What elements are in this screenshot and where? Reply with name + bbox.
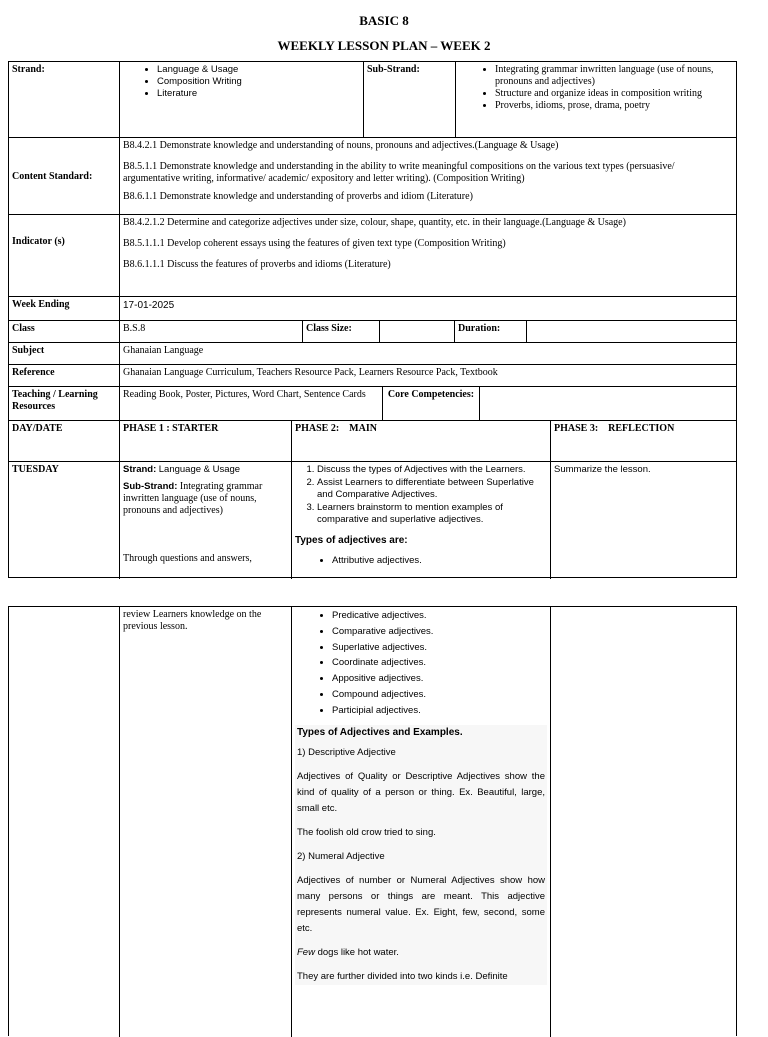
week-ending-row bbox=[9, 296, 736, 321]
example1-text: Adjectives of Quality or Descriptive Adjectives show the kind of quality of a person or thing. Ex. Beautiful, large, small etc. bbox=[297, 770, 545, 814]
type-item: • Participial adjectives. bbox=[332, 703, 547, 719]
content-standard-line: B8.5.1.1 Demonstrate knowledge and understanding in the ability to write meaningful compositions on the various text types (persuasive/ argumentative writing, informative/ academic/ expository and letter writing). (Composition Writing) bbox=[123, 161, 675, 184]
type-item: • Comparative adjectives. bbox=[332, 624, 547, 640]
starter-sub-strand-label: Sub-Strand: bbox=[123, 481, 178, 492]
indicator-row bbox=[9, 214, 736, 297]
subject-value: Ghanaian Language bbox=[119, 343, 736, 365]
indicator-cell bbox=[119, 215, 736, 297]
strand-item: • Literature bbox=[157, 88, 360, 100]
page-title: BASIC 8 bbox=[359, 13, 409, 28]
class-row bbox=[9, 320, 736, 343]
main-cell-continued bbox=[291, 607, 550, 1037]
indicator-line: B8.5.1.1.1 Develop coherent essays using the features of given text type (Composition Writing) bbox=[123, 238, 506, 249]
indicator-label: Indicator (s) bbox=[12, 236, 65, 247]
strand-list bbox=[123, 64, 360, 100]
type-item: • Attributive adjectives. bbox=[332, 555, 547, 568]
strand-item: • Language & Usage bbox=[157, 64, 360, 76]
content-standard-cell bbox=[119, 138, 736, 215]
main-steps-list bbox=[295, 464, 547, 527]
example2-more: They are further divided into two kinds i.e. Definite bbox=[297, 970, 508, 982]
indicator-line: B8.4.2.1.2 Determine and categorize adjectives under size, colour, shape, quantity, etc. in their language.(Language & Usage) bbox=[123, 217, 626, 228]
content-standard-label: Content Standard: bbox=[12, 170, 93, 182]
content-standard-line: B8.4.2.1 Demonstrate knowledge and understanding of nouns, pronouns and adjectives.(Language & Usage) bbox=[123, 140, 559, 151]
day-cell-empty bbox=[9, 607, 119, 1037]
starter-cell bbox=[119, 462, 291, 579]
tuesday-row-continued bbox=[9, 607, 736, 1037]
duration-value bbox=[526, 321, 736, 343]
type-item: • Compound adjectives. bbox=[332, 687, 547, 703]
example2-text: Adjectives of number or Numeral Adjectives show how many persons or things are meant. This adjective represents numeral value. Ex. Eight, few, second, some etc. bbox=[297, 874, 545, 934]
example2-sentence bbox=[297, 945, 545, 961]
resources-label: Teaching / Learning Resources bbox=[12, 389, 98, 412]
type-item: • Superlative adjectives. bbox=[332, 640, 547, 656]
subject-row bbox=[9, 342, 736, 365]
main-cell bbox=[291, 462, 550, 579]
content-standard-line: B8.6.1.1 Demonstrate knowledge and understanding of proverbs and idiom (Literature) bbox=[123, 191, 473, 202]
day-label: TUESDAY bbox=[12, 464, 59, 475]
reference-row bbox=[9, 364, 736, 387]
sub-strand-item: • Structure and organize ideas in composition writing bbox=[495, 88, 733, 100]
reflection-cell: Summarize the lesson. bbox=[550, 462, 736, 579]
strand-label: Strand: bbox=[12, 64, 45, 75]
reference-label: Reference bbox=[12, 367, 55, 378]
example2-title: 2) Numeral Adjective bbox=[297, 850, 385, 862]
resources-row bbox=[9, 386, 736, 421]
indicator-line: B8.6.1.1.1 Discuss the features of proverbs and idioms (Literature) bbox=[123, 259, 391, 270]
phase3-header: PHASE 3: REFLECTION bbox=[550, 421, 736, 462]
example2-sentence-emphasis: Few bbox=[297, 946, 315, 958]
type-item: • Appositive adjectives. bbox=[332, 671, 547, 687]
sub-strand-list-cell bbox=[455, 62, 736, 137]
class-label: Class bbox=[12, 323, 35, 334]
phase-header-row bbox=[9, 420, 736, 462]
duration-label: Duration: bbox=[454, 321, 526, 343]
sub-strand-item: • Integrating grammar inwritten language (use of nouns, pronouns and adjectives) bbox=[495, 64, 733, 88]
subject-label: Subject bbox=[12, 345, 45, 356]
starter-strand-label: Strand: bbox=[123, 464, 157, 475]
week-ending-value: 17-01-2025 bbox=[119, 297, 736, 321]
lesson-plan-table bbox=[8, 61, 737, 578]
examples-block bbox=[295, 725, 547, 985]
strand-list-cell bbox=[119, 62, 363, 137]
day-date-header: DAY/DATE bbox=[12, 423, 63, 434]
sub-strand-item: • Proverbs, idioms, prose, drama, poetry bbox=[495, 100, 733, 112]
example1-sentence: The foolish old crow tried to sing. bbox=[297, 826, 436, 838]
main-step: 3. Learners brainstorm to mention examples of comparative and superlative adjectives. bbox=[317, 502, 547, 527]
main-step: 2. Assist Learners to differentiate between Superlative and Comparative Adjectives. bbox=[317, 477, 547, 502]
example2-sentence-rest: dogs like hot water. bbox=[314, 946, 399, 958]
starter-sub-strand-value: Integrating grammar inwritten language (use of nouns, pronouns and adjectives) bbox=[123, 481, 263, 516]
type-item: • Predicative adjectives. bbox=[332, 608, 547, 624]
sub-strand-label: Sub-Strand: bbox=[363, 62, 455, 137]
class-size-value bbox=[379, 321, 454, 343]
reflection-cell-continued bbox=[550, 607, 736, 1037]
starter-strand-value: Language & Usage bbox=[158, 464, 241, 475]
example1-title: 1) Descriptive Adjective bbox=[297, 746, 396, 758]
tuesday-row bbox=[9, 461, 736, 579]
core-competencies-label: Core Competencies: bbox=[382, 387, 479, 421]
strand-item: • Composition Writing bbox=[157, 76, 360, 88]
resources-value: Reading Book, Poster, Pictures, Word Chart, Sentence Cards bbox=[119, 387, 382, 421]
page-subtitle: WEEKLY LESSON PLAN – WEEK 2 bbox=[277, 38, 491, 53]
week-ending-label: Week Ending bbox=[12, 299, 70, 310]
starter-cell-continued: review Learners knowledge on the previous lesson. bbox=[119, 607, 291, 1037]
main-step: 1. Discuss the types of Adjectives with the Learners. bbox=[317, 464, 547, 477]
starter-text: Through questions and answers, bbox=[123, 553, 252, 564]
strand-row bbox=[9, 62, 736, 137]
core-competencies-value bbox=[479, 387, 736, 421]
class-value: B.S.8 bbox=[119, 321, 302, 343]
content-standard-row bbox=[9, 137, 736, 215]
sub-strand-list bbox=[459, 64, 733, 112]
types-list-continued bbox=[295, 608, 547, 719]
phase2-header: PHASE 2: MAIN bbox=[291, 421, 550, 462]
examples-heading: Types of Adjectives and Examples. bbox=[297, 726, 463, 738]
phase1-header: PHASE 1 : STARTER bbox=[119, 421, 291, 462]
class-size-label: Class Size: bbox=[302, 321, 379, 343]
lesson-plan-table-continued bbox=[8, 606, 737, 1036]
type-item: • Coordinate adjectives. bbox=[332, 655, 547, 671]
reference-value: Ghanaian Language Curriculum, Teachers Resource Pack, Learners Resource Pack, Textbook bbox=[119, 365, 736, 387]
types-list bbox=[295, 555, 547, 568]
types-heading: Types of adjectives are: bbox=[295, 534, 408, 546]
